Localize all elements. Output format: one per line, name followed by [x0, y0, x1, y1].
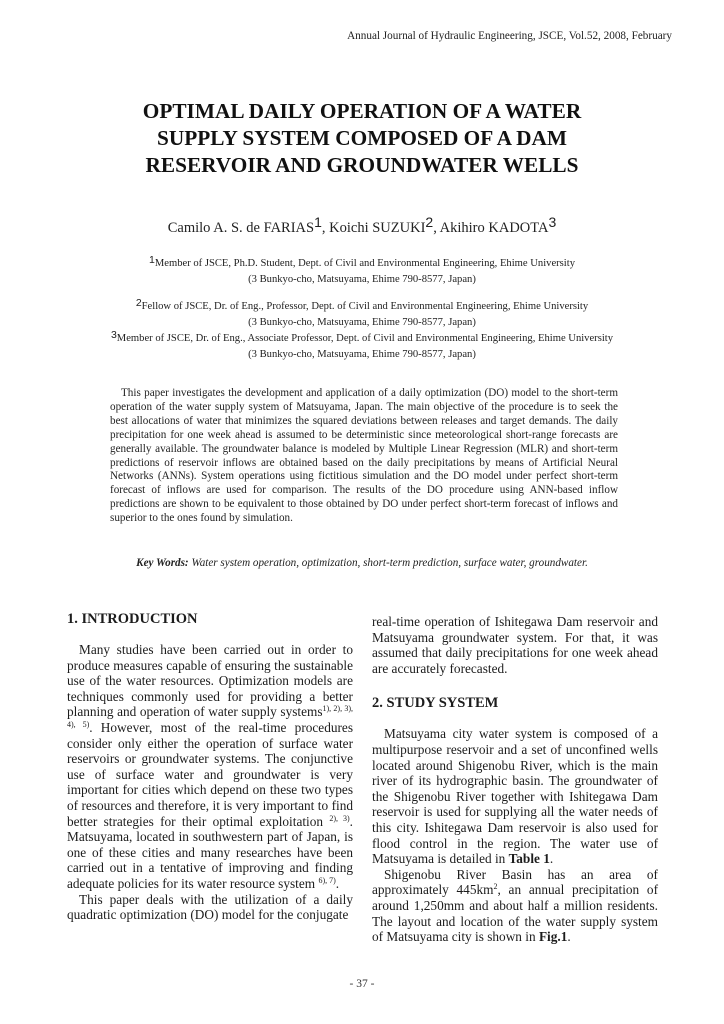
- paragraph: [67, 642, 353, 892]
- keywords: [60, 557, 664, 569]
- figure-reference: Fig.1: [538, 929, 568, 945]
- paragraph-text: .: [549, 851, 554, 867]
- affiliation-address: (3 Bunkyo-cho, Matsuyama, Ehime 790-8577, Japan): [248, 348, 476, 360]
- paragraph-text: .: [335, 875, 340, 891]
- citation: 6), 7): [318, 875, 336, 885]
- author-name: Camilo A. S. de FARIAS: [167, 220, 315, 236]
- paper-title: [60, 98, 664, 179]
- affiliation-address: (3 Bunkyo-cho, Matsuyama, Ehime 790-8577, Japan): [248, 316, 476, 328]
- affiliation: [60, 299, 664, 330]
- section-heading: 2. STUDY SYSTEM: [372, 695, 499, 712]
- table-reference: Table 1: [508, 851, 550, 867]
- paragraph: real-time operation of Ishitegawa Dam reservoir and Matsuyama groundwater system. For that, it was assumed that daily precipitations for one week ahead are accurately forecasted.: [372, 614, 658, 676]
- paragraph-text: Many studies have been carried out in order to produce measures capable of ensuring the sustainable use of the water resources. Optimization models are techniques commonly used for providing a better planning and operation of water supply systems: [67, 642, 353, 720]
- paragraph-text: Matsuyama city water system is composed of a multipurpose reservoir and a set of unconfined wells located around Shigenobu River, which is the main river of its hydrographic basin. The groundwater of the Shigenobu River together with Ishitegawa Dam reservoir is used for supplying all the water needs of this city. Ishitegawa Dam reservoir is also used for flood control in the region. The water use of Matsuyama is detailed in: [372, 726, 658, 867]
- affiliation-text: Member of JSCE, Dr. of Eng., Associate Professor, Dept. of Civil and Environmental Engineering, Ehime University: [116, 333, 614, 344]
- title-line: SUPPLY SYSTEM COMPOSED OF A DAM: [156, 126, 567, 150]
- affiliation: [60, 256, 664, 287]
- citation: 2), 3): [329, 813, 350, 823]
- left-column: [67, 610, 353, 923]
- paragraph-text: . However, most of the real-time procedures consider only either the operation of surface water reservoirs or groundwater systems. The conjunctive use of surface water and groundwater is very important for cities which depend on these two types of resources and therefore, it is very important to find better strategies for their optimal exploitation: [67, 719, 354, 829]
- author-name: Akihiro KADOTA: [439, 220, 549, 236]
- paragraph: [372, 726, 658, 866]
- paragraph: This paper deals with the utilization of a daily quadratic optimization (DO) model for the conjugate: [67, 891, 353, 923]
- affiliation-mark: 2: [135, 297, 142, 309]
- section-heading: 1. INTRODUCTION: [67, 611, 198, 627]
- author-separator: ,: [433, 220, 440, 236]
- affiliation-text: Member of JSCE, Ph.D. Student, Dept. of Civil and Environmental Engineering, Ehime University: [154, 258, 575, 269]
- page-number: - 37 -: [349, 978, 375, 990]
- paragraph: [372, 867, 658, 945]
- paragraph-text: . Matsuyama, located in southwestern part of Japan, is one of these cities and many researches have been carried out in a tentative of improving and finding adequate policies for its water resource system: [67, 813, 353, 891]
- affiliation: [60, 331, 664, 362]
- superscript: 2: [493, 882, 498, 892]
- author-affiliation-mark: 3: [548, 214, 557, 230]
- affiliation-text: Fellow of JSCE, Dr. of Eng., Professor, Dept. of Civil and Environmental Engineering, Ehime University: [141, 301, 589, 312]
- paragraph-text: .: [567, 929, 571, 945]
- author-separator: ,: [321, 220, 330, 236]
- running-head: Annual Journal of Hydraulic Engineering, JSCE, Vol.52, 2008, February: [347, 30, 672, 42]
- affiliation-address: (3 Bunkyo-cho, Matsuyama, Ehime 790-8577, Japan): [248, 273, 476, 285]
- author-affiliation-mark: 1: [314, 214, 322, 230]
- author-name: Koichi SUZUKI: [329, 220, 426, 236]
- paragraph-text: , an annual precipitation of around 1,250mm and about half a million residents. The layout and location of the water supply system of Matsuyama city is shown in: [372, 882, 659, 945]
- title-line: OPTIMAL DAILY OPERATION OF A WATER: [142, 99, 582, 123]
- author-affiliation-mark: 2: [425, 214, 434, 230]
- author-list: [60, 214, 664, 237]
- paragraph-text: Shigenobu River Basin has an area of approximately 445km: [372, 866, 658, 898]
- citation: 1), 2), 3), 4), 5): [67, 704, 353, 729]
- keywords-label: Key Words:: [136, 557, 189, 569]
- keywords-text: Water system operation, optimization, short-term prediction, surface water, groundwater.: [188, 557, 588, 569]
- affiliation-mark: 3: [110, 329, 117, 341]
- title-line: RESERVOIR AND GROUNDWATER WELLS: [145, 153, 579, 177]
- affiliation-mark: 1: [148, 254, 155, 266]
- right-column: [372, 614, 658, 945]
- abstract: This paper investigates the development and application of a daily optimization (DO) model to the short-term operation of the water supply system of Matsuyama, Japan. The main objective of the procedure is to seek the best allocations of water that minimizes the squared deviations between releases and target demands. The daily precipitation for one week ahead is assumed to be deterministic since meteorological short-range forecasts are generally available. The groundwater balance is modeled by Multiple Linear Regression (MLR) and short-term predictions of reservoir inflows are obtained based on the daily precipitations by means of Artificial Neural Networks (ANNs). System operations using fictitious simulation and the DO model under perfect short-term forecast of inflows are used for comparison. The results of the DO procedure using ANN-based inflow predictions are shown to be equivalent to those obtained by DO under perfect short-term forecast of inflows and superior to the ones found by simulation.: [110, 387, 618, 525]
